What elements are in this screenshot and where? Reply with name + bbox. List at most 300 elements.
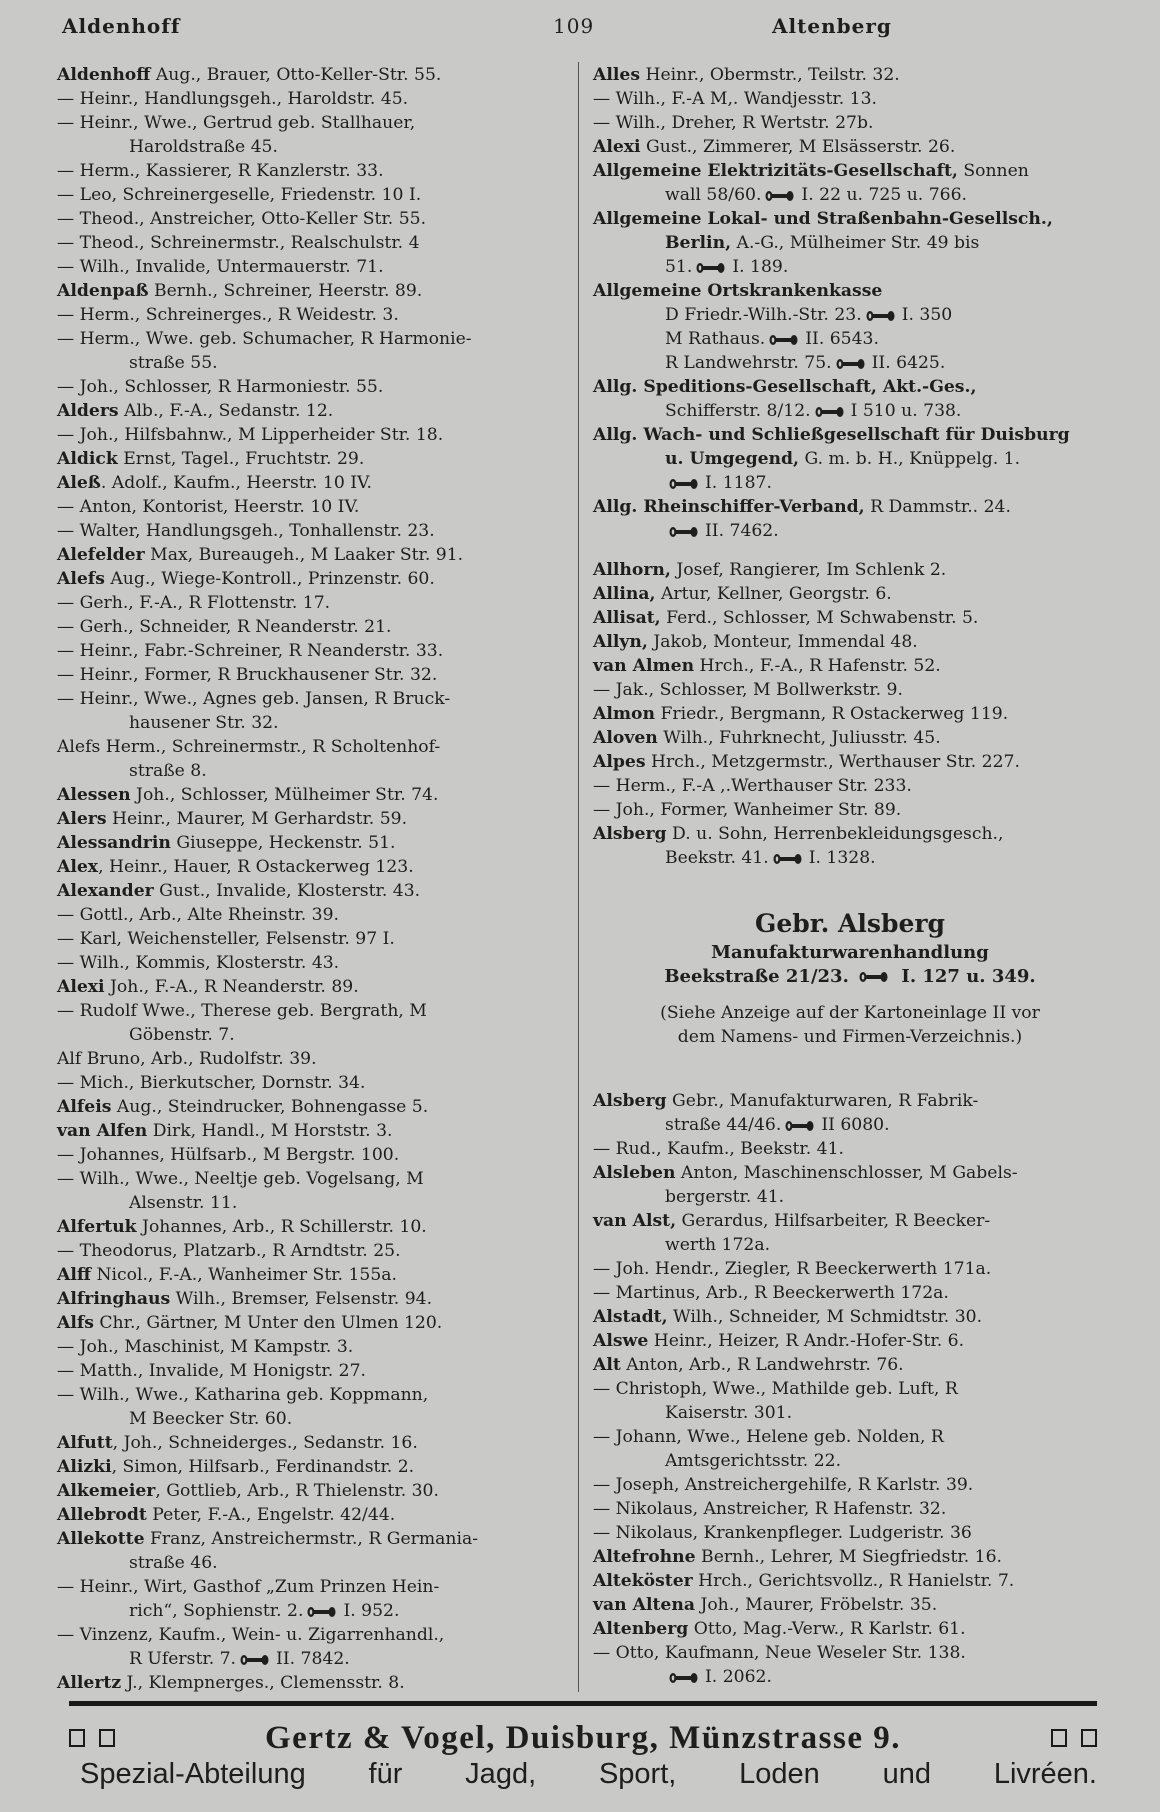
entry-name: Allhorn, <box>593 560 671 580</box>
directory-line <box>57 1143 572 1167</box>
directory-line <box>593 279 1113 303</box>
directory-line <box>57 1527 572 1551</box>
directory-line <box>593 678 1113 702</box>
entry-name: Allgemeine Elektrizitäts-Gesellschaft, <box>593 161 958 181</box>
telephone-number: II. 6425. <box>871 353 946 373</box>
entry-text: — Rudolf Wwe., Therese geb. Bergrath, M <box>57 1001 427 1021</box>
entry-name: van Alfen <box>57 1121 148 1141</box>
page-number: 109 <box>553 14 595 38</box>
entry-text: Bernh., Schreiner, Heerstr. 89. <box>148 281 423 301</box>
directory-line <box>57 87 572 111</box>
entry-text: Wilh., Schneider, M Schmidtstr. 30. <box>667 1307 983 1327</box>
directory-line <box>593 846 1113 870</box>
telephone-number: II. 7462. <box>705 521 779 541</box>
entry-text: Josef, Rangierer, Im Schlenk 2. <box>670 560 947 580</box>
directory-line <box>57 1215 572 1239</box>
directory-line <box>593 447 1113 471</box>
directory-line <box>593 1521 1113 1545</box>
directory-line <box>57 519 572 543</box>
telephone-number: I. 350 <box>901 305 953 325</box>
directory-line <box>593 1305 1113 1329</box>
entry-text: Ferd., Schlosser, M Schwabenstr. 5. <box>660 608 979 628</box>
directory-line <box>57 447 572 471</box>
directory-line <box>593 471 1113 495</box>
directory-line <box>593 1209 1113 1233</box>
entry-name: Alt <box>593 1355 621 1375</box>
directory-line <box>57 183 572 207</box>
directory-line <box>593 774 1113 798</box>
entry-text: — Joh., Former, Wanheimer Str. 89. <box>593 800 902 820</box>
entry-name: Alles <box>593 65 641 85</box>
telephone-number: I. 2062. <box>705 1667 772 1687</box>
entry-text: — Otto, Kaufmann, Neue Weseler Str. 138. <box>593 1643 966 1663</box>
entry-text: , Gottlieb, Arb., R Thielenstr. 30. <box>155 1481 439 1501</box>
directory-line <box>593 63 1113 87</box>
directory-line <box>57 423 572 447</box>
entry-name: Allgemeine Ortskrankenkasse <box>593 281 883 301</box>
directory-line <box>57 1191 572 1215</box>
entry-text: , Simon, Hilfsarb., Ferdinandstr. 2. <box>111 1457 415 1477</box>
telephone-icon <box>785 1120 815 1132</box>
entry-text: — Heinr., Wirt, Gasthof „Zum Prinzen Hein- <box>57 1577 440 1597</box>
advertiser-name: Gertz & Vogel, Duisburg, Münzstrasse 9. <box>265 1719 901 1756</box>
directory-line <box>593 1665 1113 1689</box>
directory-line <box>57 255 572 279</box>
directory-line <box>57 567 572 591</box>
directory-line <box>593 654 1113 678</box>
directory-line <box>593 1113 1113 1137</box>
directory-line <box>57 1047 572 1071</box>
entry-text: — Joh., Schlosser, R Harmoniestr. 55. <box>57 377 384 397</box>
entry-name: Alstadt, <box>593 1307 668 1327</box>
entry-text: — Matth., Invalide, M Honigstr. 27. <box>57 1361 366 1381</box>
entry-name: Alpes <box>593 752 646 772</box>
directory-line <box>593 1329 1113 1353</box>
directory-line <box>57 1263 572 1287</box>
directory-line <box>57 735 572 759</box>
entry-text: D Friedr.-Wilh.-Str. 23. <box>665 305 862 325</box>
entry-text: Joh., F.-A., R Neanderstr. 89. <box>104 977 359 997</box>
directory-line <box>593 159 1113 183</box>
entry-text: Alf Bruno, Arb., Rudolfstr. 39. <box>57 1049 317 1069</box>
directory-line <box>57 1503 572 1527</box>
entry-text: Friedr., Bergmann, R Ostackerweg 119. <box>655 704 1009 724</box>
directory-line <box>57 1311 572 1335</box>
directory-line <box>57 1431 572 1455</box>
entry-text: Haroldstraße 45. <box>129 137 278 157</box>
entry-name: van Alst, <box>593 1211 677 1231</box>
entry-name: Alfeis <box>57 1097 112 1117</box>
directory-line <box>593 1569 1113 1593</box>
entry-text: — Gerh., Schneider, R Neanderstr. 21. <box>57 617 392 637</box>
entry-text: Max, Bureaugeh., M Laaker Str. 91. <box>144 545 464 565</box>
directory-line <box>57 975 572 999</box>
entry-name: Alers <box>57 809 107 829</box>
entry-text: — Herm., Kassierer, R Kanzlerstr. 33. <box>57 161 384 181</box>
entry-text: — Johann, Wwe., Helene geb. Nolden, R <box>593 1427 944 1447</box>
directory-line <box>57 1023 572 1047</box>
directory-line <box>593 231 1113 255</box>
telephone-icon <box>815 406 845 418</box>
ornament-boxes-left <box>69 1729 115 1747</box>
entry-text: Wilh., Bremser, Felsenstr. 94. <box>170 1289 433 1309</box>
directory-line <box>57 135 572 159</box>
directory-line <box>57 711 572 735</box>
entry-text: — Karl, Weichensteller, Felsenstr. 97 I. <box>57 929 395 949</box>
telephone-icon <box>307 1606 337 1618</box>
directory-line <box>593 702 1113 726</box>
entry-text: — Mich., Bierkutscher, Dornstr. 34. <box>57 1073 366 1093</box>
directory-line <box>593 1377 1113 1401</box>
footer-advertiser <box>69 1718 1097 1758</box>
telephone-icon <box>669 526 699 538</box>
directory-line <box>593 1473 1113 1497</box>
directory-line <box>593 375 1113 399</box>
entry-name: Aldick <box>57 449 118 469</box>
ad-address-line <box>590 965 1110 989</box>
entry-text: — Wilh., F.-A M,. Wandjesstr. 13. <box>593 89 877 109</box>
entry-text: Gust., Zimmerer, M Elsässerstr. 26. <box>640 137 956 157</box>
entry-text: — Wilh., Wwe., Katharina geb. Koppmann, <box>57 1385 429 1405</box>
entry-text: — Leo, Schreinergeselle, Friedenstr. 10 I. <box>57 185 422 205</box>
entry-text: — Wilh., Dreher, R Wertstr. 27b. <box>593 113 874 133</box>
entry-name: Alsberg <box>593 824 667 844</box>
directory-line <box>57 639 572 663</box>
directory-line <box>593 822 1113 846</box>
directory-line <box>57 591 572 615</box>
entry-text: Dirk, Handl., M Horststr. 3. <box>147 1121 393 1141</box>
directory-line <box>593 327 1113 351</box>
directory-line <box>57 615 572 639</box>
ad-phone: I. 127 u. 349. <box>901 966 1036 987</box>
directory-line <box>57 1671 572 1695</box>
entry-text: Nicol., F.-A., Wanheimer Str. 155a. <box>90 1265 397 1285</box>
directory-line <box>593 1185 1113 1209</box>
directory-line <box>593 1233 1113 1257</box>
entry-text: Sonnen <box>957 161 1029 181</box>
directory-line <box>593 423 1113 447</box>
directory-line <box>593 726 1113 750</box>
entry-name: Alff <box>57 1265 91 1285</box>
entry-name: Alteköster <box>593 1571 693 1591</box>
entry-name: Aldenhoff <box>57 65 151 85</box>
entry-text: — Heinr., Wwe., Gertrud geb. Stallhauer, <box>57 113 416 133</box>
entry-text: , Heinr., Hauer, R Ostackerweg 123. <box>98 857 414 877</box>
directory-line <box>593 1425 1113 1449</box>
telephone-icon <box>773 853 803 865</box>
directory-line <box>593 606 1113 630</box>
entry-text: — Joseph, Anstreichergehilfe, R Karlstr. 39. <box>593 1475 974 1495</box>
telephone-icon <box>765 190 795 202</box>
right-column-bottom <box>593 1089 1113 1689</box>
entry-text: — Gerh., F.-A., R Flottenstr. 17. <box>57 593 331 613</box>
directory-line <box>593 303 1113 327</box>
directory-line <box>57 879 572 903</box>
directory-line <box>57 1455 572 1479</box>
entry-text: Bernh., Lehrer, M Siegfriedstr. 16. <box>695 1547 1002 1567</box>
entry-name: Alexi <box>57 977 105 997</box>
entry-text: Alsenstr. 11. <box>129 1193 238 1213</box>
entry-text: R Uferstr. 7. <box>129 1649 237 1669</box>
entry-text: Heinr., Obermstr., Teilstr. 32. <box>640 65 900 85</box>
directory-line <box>57 951 572 975</box>
entry-text: Anton, Maschinenschlosser, M Gabels- <box>675 1163 1018 1183</box>
directory-line <box>593 1257 1113 1281</box>
entry-text: straße 55. <box>129 353 218 373</box>
directory-line <box>57 927 572 951</box>
entry-text: A.-G., Mülheimer Str. 49 bis <box>731 233 980 253</box>
directory-line <box>57 327 572 351</box>
entry-name: Aldenpaß <box>57 281 149 301</box>
entry-text: Artur, Kellner, Georgstr. 6. <box>655 584 892 604</box>
directory-line <box>57 471 572 495</box>
entry-text: Hrch., Metzgermstr., Werthauser Str. 227. <box>645 752 1020 772</box>
telephone-number: I. 22 u. 725 u. 766. <box>801 185 968 205</box>
entry-text: Schifferstr. 8/12. <box>665 401 811 421</box>
entry-text: wall 58/60. <box>665 185 762 205</box>
directory-line <box>57 1647 572 1671</box>
entry-text: — Theod., Anstreicher, Otto-Keller Str. 55. <box>57 209 427 229</box>
entry-text: Giuseppe, Heckenstr. 51. <box>170 833 396 853</box>
entry-name: Allgemeine Lokal- und Straßenbahn-Gesellsch., <box>593 209 1053 229</box>
left-column <box>57 63 572 1695</box>
directory-line <box>57 1071 572 1095</box>
entry-name: Alessen <box>57 785 131 805</box>
directory-line <box>57 279 572 303</box>
entry-name: Alfs <box>57 1313 94 1333</box>
entry-text: — Walter, Handlungsgeh., Tonhallenstr. 23. <box>57 521 435 541</box>
directory-line <box>57 759 572 783</box>
directory-line <box>57 375 572 399</box>
entry-name: Alsleben <box>593 1163 676 1183</box>
entry-name: Alders <box>57 401 119 421</box>
entry-name: Alessandrin <box>57 833 171 853</box>
entry-name: Allebrodt <box>57 1505 147 1525</box>
entry-name: Allina, <box>593 584 656 604</box>
entry-text: Beekstr. 41. <box>665 848 769 868</box>
entry-text: werth 172a. <box>665 1235 771 1255</box>
directory-line <box>593 255 1113 279</box>
entry-text: — Nikolaus, Krankenpfleger. Ludgeristr. 36 <box>593 1523 972 1543</box>
directory-line <box>57 1479 572 1503</box>
entry-text: — Anton, Kontorist, Heerstr. 10 IV. <box>57 497 360 517</box>
directory-line <box>593 351 1113 375</box>
entry-text: — Theodorus, Platzarb., R Arndtstr. 25. <box>57 1241 401 1261</box>
entry-text: hausener Str. 32. <box>129 713 279 733</box>
entry-text: D. u. Sohn, Herrenbekleidungsgesch., <box>666 824 1004 844</box>
directory-line <box>57 399 572 423</box>
directory-line <box>57 1383 572 1407</box>
directory-line <box>57 1599 572 1623</box>
entry-text: straße 8. <box>129 761 207 781</box>
entry-text: Franz, Anstreichermstr., R Germania- <box>144 1529 479 1549</box>
directory-line <box>593 1617 1113 1641</box>
entry-text: Wilh., Fuhrknecht, Juliusstr. 45. <box>657 728 941 748</box>
entry-text: Heinr., Maurer, M Gerhardstr. 59. <box>106 809 408 829</box>
entry-name: Alfutt <box>57 1433 113 1453</box>
ad-title: Gebr. Alsberg <box>754 909 946 938</box>
directory-line <box>57 1551 572 1575</box>
directory-line <box>593 750 1113 774</box>
entry-text: , Joh., Schneiderges., Sedanstr. 16. <box>112 1433 418 1453</box>
entry-text: — Heinr., Former, R Bruckhausener Str. 32. <box>57 665 438 685</box>
telephone-icon <box>669 478 699 490</box>
entry-text: rich“, Sophienstr. 2. <box>129 1601 304 1621</box>
directory-line <box>57 1359 572 1383</box>
entry-text: — Vinzenz, Kaufm., Wein- u. Zigarrenhandl., <box>57 1625 445 1645</box>
entry-text: Gust., Invalide, Klosterstr. 43. <box>153 881 421 901</box>
entry-text: — Joh., Hilfsbahnw., M Lipperheider Str. 18. <box>57 425 444 445</box>
entry-text: 51. <box>665 257 693 277</box>
entry-text: R Dammstr.. 24. <box>864 497 1011 517</box>
entry-text: G. m. b. H., Knüppelg. 1. <box>799 449 1021 469</box>
entry-text: — Christoph, Wwe., Mathilde geb. Luft, R <box>593 1379 958 1399</box>
telephone-icon <box>669 1672 699 1684</box>
entry-name: Alexander <box>57 881 154 901</box>
entry-name: Alex <box>57 857 99 877</box>
directory-line <box>57 855 572 879</box>
entry-name: Alefs <box>57 569 105 589</box>
footer-rule <box>69 1701 1097 1706</box>
entry-text: — Johannes, Hülfsarb., M Bergstr. 100. <box>57 1145 400 1165</box>
entry-text: — Joh. Hendr., Ziegler, R Beeckerwerth 171a. <box>593 1259 992 1279</box>
entry-text: Göbenstr. 7. <box>129 1025 235 1045</box>
telephone-number: II. 6543. <box>805 329 879 349</box>
entry-text: — Herm., F.-A ,.Werthauser Str. 233. <box>593 776 912 796</box>
entry-text: Chr., Gärtner, M Unter den Ulmen 120. <box>93 1313 443 1333</box>
right-column-middle <box>593 558 1113 870</box>
entry-text: M Beecker Str. 60. <box>129 1409 293 1429</box>
entry-text: — Jak., Schlosser, M Bollwerkstr. 9. <box>593 680 903 700</box>
entry-name: Alfertuk <box>57 1217 137 1237</box>
directory-line <box>593 1401 1113 1425</box>
entry-name: Aleß <box>57 473 101 493</box>
entry-text: Jakob, Monteur, Immendal 48. <box>647 632 918 652</box>
entry-text: — Martinus, Arb., R Beeckerwerth 172a. <box>593 1283 949 1303</box>
entry-text: Aug., Brauer, Otto-Keller-Str. 55. <box>150 65 442 85</box>
ad-note-line-2: dem Namens- und Firmen-Verzeichnis.) <box>677 1027 1023 1047</box>
ad-note-line-1: (Siehe Anzeige auf der Kartoneinlage II vor <box>660 1003 1040 1023</box>
telephone-icon <box>769 334 799 346</box>
entry-text: — Wilh., Kommis, Klosterstr. 43. <box>57 953 340 973</box>
running-head-left: Aldenhoff <box>62 14 181 38</box>
entry-text: Anton, Arb., R Landwehrstr. 76. <box>620 1355 904 1375</box>
directory-line <box>57 687 572 711</box>
entry-name: Alfringhaus <box>57 1289 171 1309</box>
directory-line <box>57 663 572 687</box>
ornament-boxes-right <box>1051 1729 1097 1747</box>
right-column-top <box>593 63 1113 543</box>
entry-name: van Altena <box>593 1595 695 1615</box>
running-head-right: Altenberg <box>772 14 892 38</box>
directory-line <box>593 1449 1113 1473</box>
entry-text: Hrch., F.-A., R Hafenstr. 52. <box>694 656 941 676</box>
entry-text: Peter, F.-A., Engelstr. 42/44. <box>146 1505 396 1525</box>
entry-name: Alkemeier <box>57 1481 156 1501</box>
directory-line <box>593 495 1113 519</box>
telephone-number: I 510 u. 738. <box>850 401 962 421</box>
entry-text: — Heinr., Handlungsgeh., Haroldstr. 45. <box>57 89 409 109</box>
entry-text: Gerardus, Hilfsarbeiter, R Beecker- <box>676 1211 991 1231</box>
entry-name: Allisat, <box>593 608 661 628</box>
directory-line <box>57 1167 572 1191</box>
directory-line <box>57 159 572 183</box>
telephone-icon <box>836 358 866 370</box>
entry-text: Aug., Steindrucker, Bohnengasse 5. <box>111 1097 429 1117</box>
entry-name: Allertz <box>57 1673 122 1693</box>
entry-text: Amtsgerichtsstr. 22. <box>665 1451 842 1471</box>
entry-text: Otto, Mag.-Verw., R Karlstr. 61. <box>688 1619 966 1639</box>
entry-text: Aug., Wiege-Kontroll., Prinzenstr. 60. <box>104 569 435 589</box>
entry-name: Altenberg <box>593 1619 689 1639</box>
entry-text: Gebr., Manufakturwaren, R Fabrik- <box>666 1091 979 1111</box>
telephone-number: I. 189. <box>732 257 789 277</box>
entry-text: — Wilh., Wwe., Neeltje geb. Vogelsang, M <box>57 1169 424 1189</box>
entry-text: J., Klempnerges., Clemensstr. 8. <box>121 1673 405 1693</box>
directory-line <box>593 1497 1113 1521</box>
directory-line <box>593 1161 1113 1185</box>
entry-name: Alsberg <box>593 1091 667 1111</box>
directory-line <box>57 1623 572 1647</box>
ad-subtitle: Manufakturwarenhandlung <box>711 942 989 963</box>
entry-name: Alswe <box>593 1331 649 1351</box>
directory-line <box>593 1641 1113 1665</box>
directory-line <box>593 1137 1113 1161</box>
telephone-number: II 6080. <box>821 1115 890 1135</box>
alsberg-advertisement <box>590 907 1110 1049</box>
directory-line <box>57 63 572 87</box>
telephone-icon <box>696 262 726 274</box>
entry-name: Alefelder <box>57 545 145 565</box>
directory-line <box>57 1407 572 1431</box>
entry-text: — Joh., Maschinist, M Kampstr. 3. <box>57 1337 354 1357</box>
entry-text: Alefs Herm., Schreinermstr., R Scholtenhof- <box>57 737 441 757</box>
entry-name: Allekotte <box>57 1529 145 1549</box>
directory-line <box>57 831 572 855</box>
entry-text: Joh., Maurer, Fröbelstr. 35. <box>694 1595 938 1615</box>
entry-text: Kaiserstr. 301. <box>665 1403 793 1423</box>
directory-line <box>593 558 1113 582</box>
entry-text: Joh., Schlosser, Mülheimer Str. 74. <box>130 785 439 805</box>
directory-line <box>57 903 572 927</box>
directory-line <box>593 519 1113 543</box>
entry-name: Alizki <box>57 1457 112 1477</box>
entry-name: Aloven <box>593 728 658 748</box>
entry-text: — Heinr., Wwe., Agnes geb. Jansen, R Bruck- <box>57 689 451 709</box>
directory-line <box>593 111 1113 135</box>
directory-line <box>593 1281 1113 1305</box>
directory-line <box>57 303 572 327</box>
entry-text: bergerstr. 41. <box>665 1187 785 1207</box>
ad-address: Beekstraße 21/23. <box>664 966 849 987</box>
entry-name: van Almen <box>593 656 695 676</box>
directory-line <box>57 1575 572 1599</box>
directory-line <box>57 783 572 807</box>
entry-name: Allg. Wach- und Schließgesellschaft für Duisburg <box>593 425 1070 445</box>
entry-name: Altefrohne <box>593 1547 696 1567</box>
directory-line <box>593 399 1113 423</box>
entry-name: Almon <box>593 704 656 724</box>
entry-text: — Theod., Schreinermstr., Realschulstr. 4 <box>57 233 420 253</box>
directory-line <box>57 999 572 1023</box>
entry-text: Johannes, Arb., R Schillerstr. 10. <box>136 1217 427 1237</box>
entry-text: straße 46. <box>129 1553 218 1573</box>
directory-line <box>57 207 572 231</box>
entry-name: u. Umgegend, <box>665 449 800 469</box>
directory-line <box>57 351 572 375</box>
telephone-number: I. 952. <box>343 1601 400 1621</box>
entry-text: Ernst, Tagel., Fruchtstr. 29. <box>117 449 365 469</box>
